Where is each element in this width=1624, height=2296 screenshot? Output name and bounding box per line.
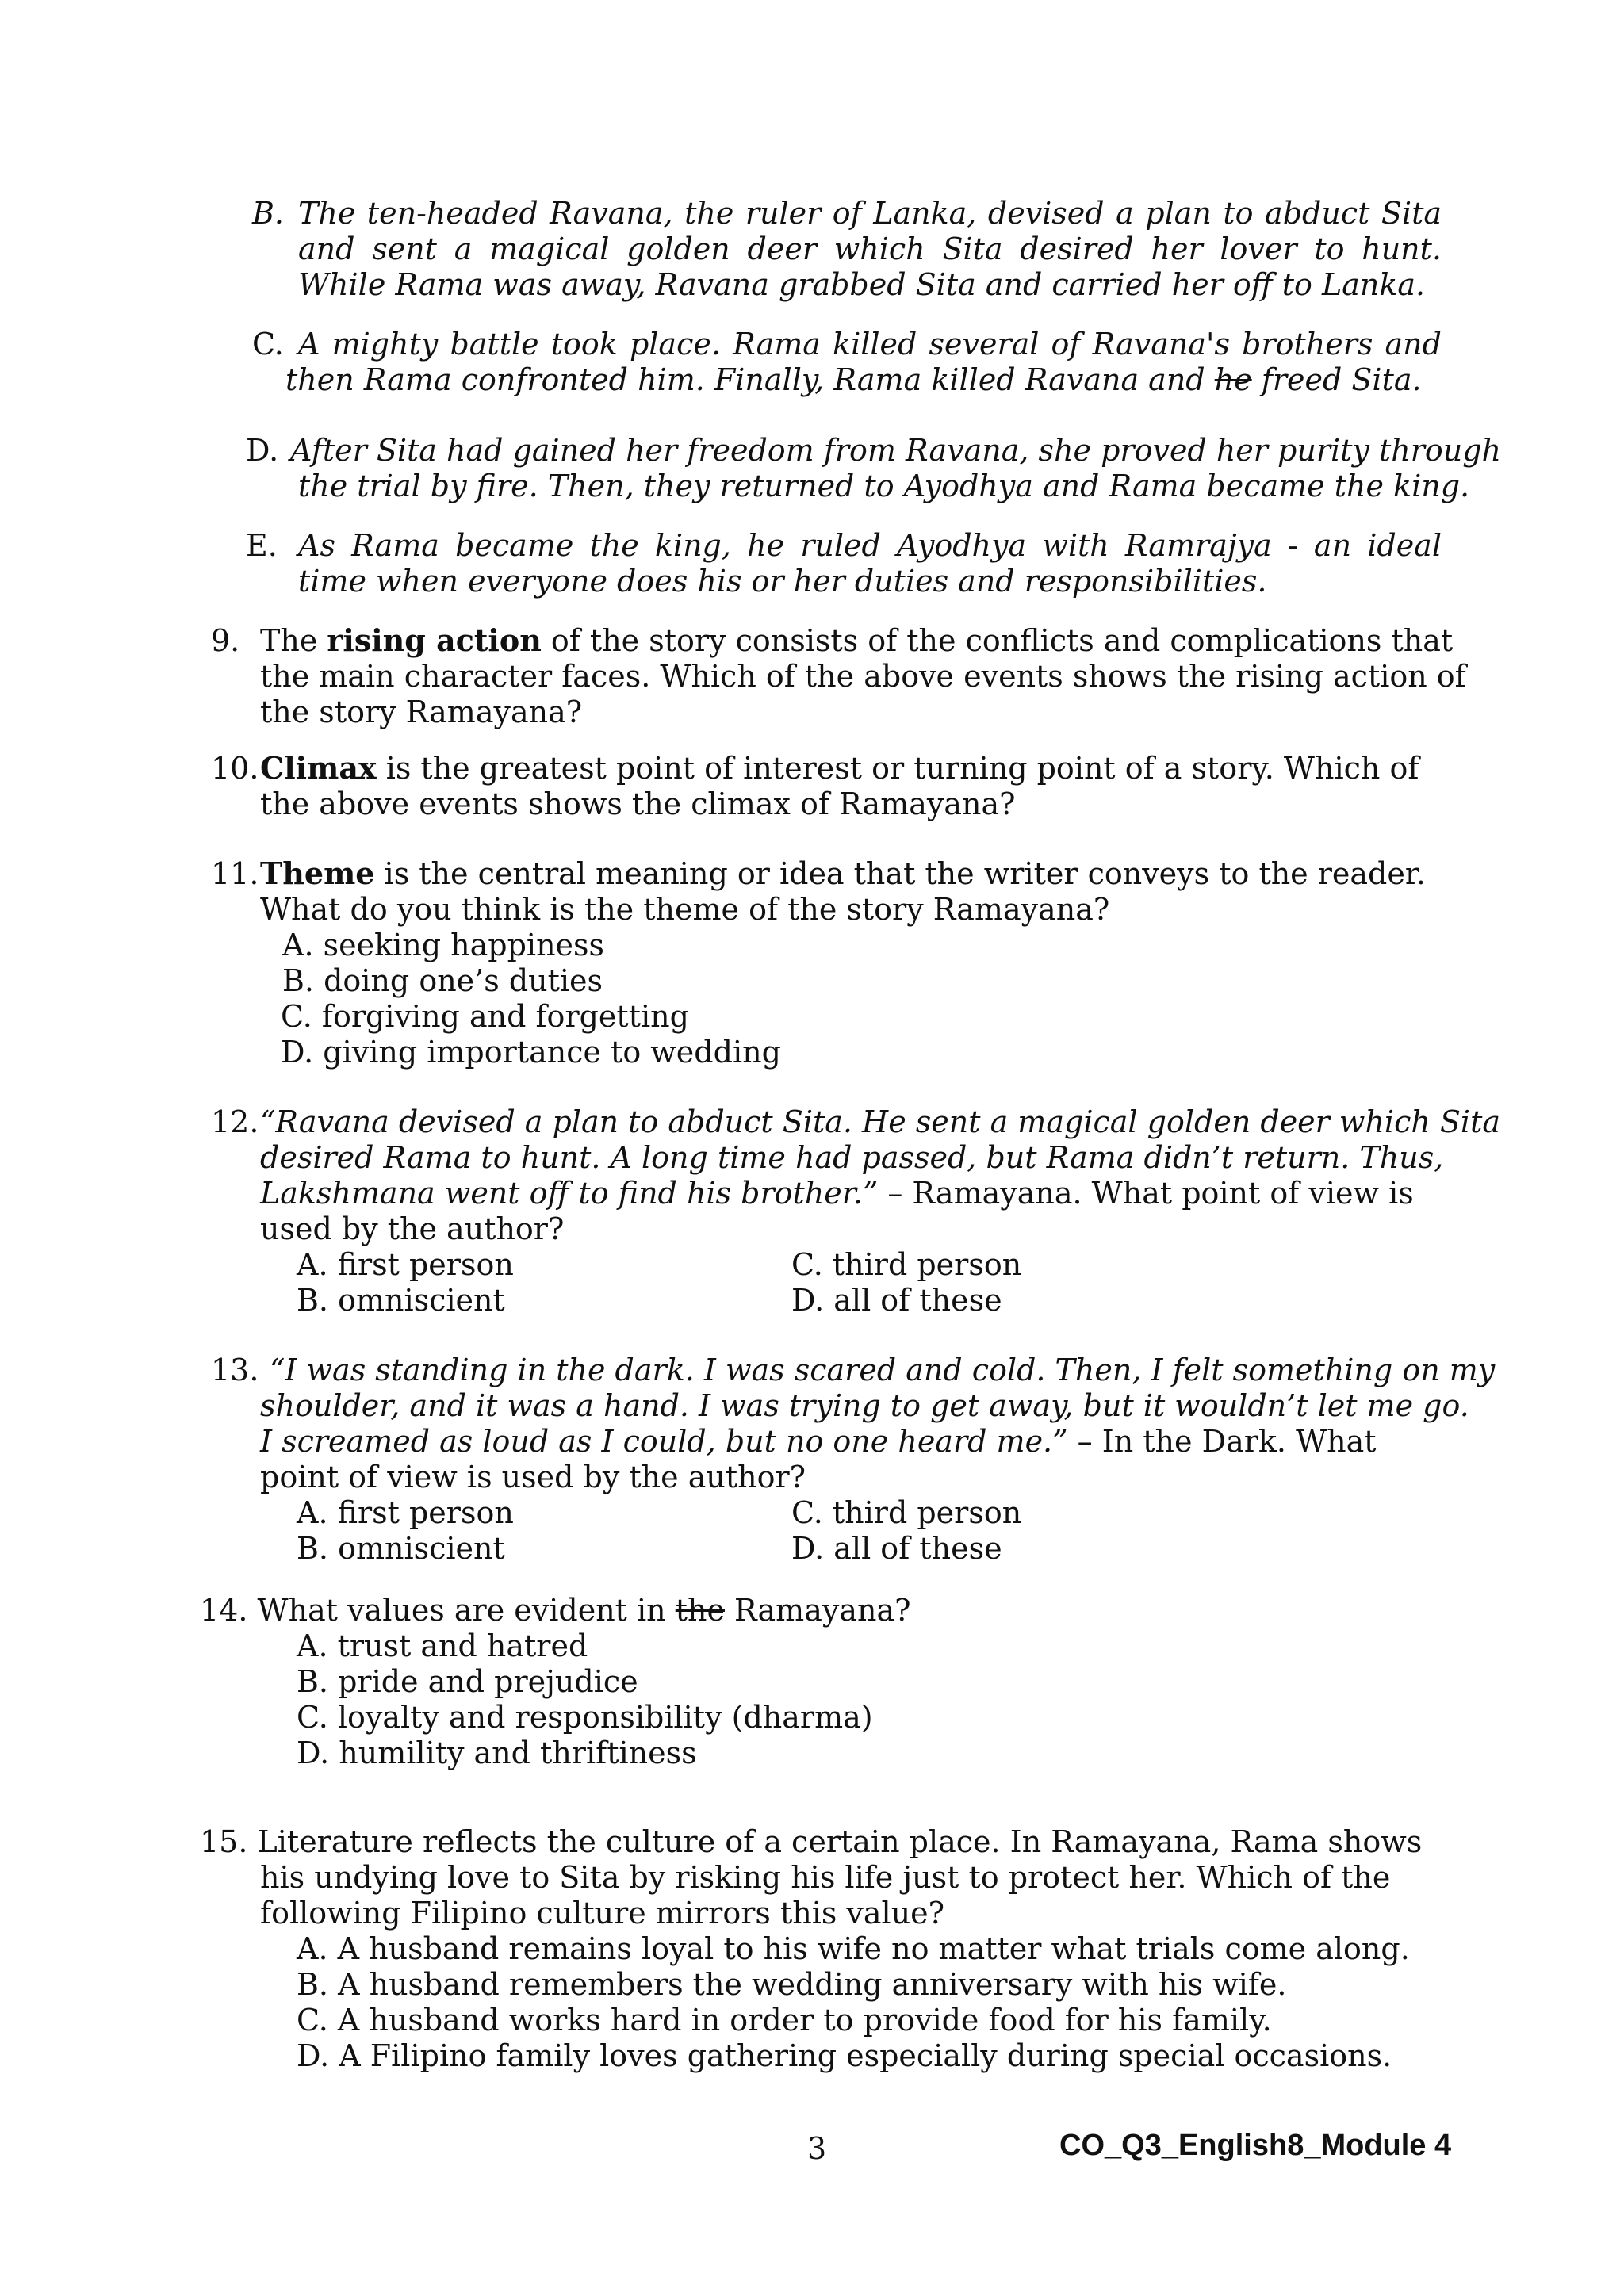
question-number: 15. (200, 1824, 248, 1859)
event-b-marker: B. (252, 196, 285, 231)
option-a: A. seeking happiness (282, 928, 605, 962)
option-d: D. humility and thriftiness (297, 1735, 697, 1770)
term-rising-action: rising action (327, 622, 542, 658)
option-b: B. doing one’s duties (282, 963, 603, 998)
event-b-line-3: While Rama was away, Ravana grabbed Sita and carried her off to Lanka. (298, 267, 1426, 302)
event-c-line-2: then Rama confronted him. Finally, Rama killed Ravana and he freed Sita. (285, 362, 1422, 397)
event-d-line-2: the trial by fire. Then, they returned to Ayodhya and Rama became the king. (298, 469, 1470, 503)
event-c-line-1: A mighty battle took place. Rama killed several of Ravana's brothers and (298, 327, 1442, 362)
option-a: A. first person (297, 1247, 514, 1282)
option-d: D. A Filipino family loves gathering especially during special occasions. (297, 2038, 1392, 2073)
option-a: A. trust and hatred (297, 1628, 588, 1663)
option-c: C. forgiving and forgetting (281, 999, 689, 1034)
event-c-marker: C. (252, 327, 284, 362)
event-e-marker: E. (246, 528, 278, 563)
question-13-line-2: shoulder, and it was a hand. I was trying to get away, but it wouldn’t let me go. (260, 1388, 1469, 1423)
event-e-line-2: time when everyone does his or her duties and responsibilities. (298, 564, 1267, 599)
question-10-line-1: Climax is the greatest point of interest or turning point of a story. Which of (260, 750, 1419, 786)
question-number: 9. (211, 623, 240, 658)
option-a: A. A husband remains loyal to his wife no matter what trials come along. (297, 1931, 1410, 1966)
question-number: 14. (200, 1593, 248, 1628)
question-13-line-4: point of view is used by the author? (260, 1460, 806, 1494)
question-14-line-1: 14. What values are evident in the Ramayana? (200, 1593, 911, 1628)
option-b: B. pride and prejudice (297, 1664, 638, 1699)
option-c: C. A husband works hard in order to provide food for his family. (297, 2003, 1272, 2038)
term-theme: Theme (260, 855, 375, 891)
option-c: C. third person (791, 1495, 1022, 1530)
option-b: B. omniscient (297, 1283, 505, 1318)
question-13-line-1: “I was standing in the dark. I was scared and cold. Then, I felt something on my (270, 1353, 1496, 1387)
event-d-marker: D. (246, 433, 279, 468)
question-12-line-2: desired Rama to hunt. A long time had passed, but Rama didn’t return. Thus, (260, 1140, 1444, 1175)
page-number: 3 (807, 2131, 827, 2166)
option-a: A. first person (297, 1495, 514, 1530)
option-c: C. third person (791, 1247, 1022, 1282)
option-b: B. omniscient (297, 1531, 505, 1566)
option-b: B. A husband remembers the wedding anniversary with his wife. (297, 1967, 1287, 2002)
question-12-line-4: used by the author? (260, 1211, 565, 1246)
option-d: D. all of these (791, 1531, 1002, 1566)
question-12-line-3: Lakshmana went off to find his brother.” – Ramayana. What point of view is (260, 1176, 1414, 1211)
option-c: C. loyalty and responsibility (dharma) (297, 1700, 873, 1735)
event-d-line-1: After Sita had gained her freedom from Ravana, she proved her purity through (290, 433, 1502, 468)
question-9-line-2: the main character faces. Which of the above events shows the rising action of (260, 659, 1466, 694)
option-d: D. giving importance to wedding (281, 1035, 781, 1070)
event-b-line-2: and sent a magical golden deer which Sita desired her lover to hunt. (298, 232, 1442, 266)
question-11-line-2: What do you think is the theme of the story Ramayana? (260, 892, 1110, 927)
question-number: 11. (211, 856, 259, 891)
struck-word: the (675, 1593, 725, 1628)
question-9-line-3: the story Ramayana? (260, 695, 583, 729)
question-12-line-1: “Ravana devised a plan to abduct Sita. He sent a magical golden deer which Sita (260, 1104, 1501, 1139)
question-15-line-2: his undying love to Sita by risking his life just to protect her. Which of the (260, 1860, 1391, 1895)
question-number: 13. (211, 1353, 259, 1387)
option-d: D. all of these (791, 1283, 1002, 1318)
question-11-line-1: Theme is the central meaning or idea that the writer conveys to the reader. (260, 855, 1426, 891)
question-number: 10. (211, 751, 259, 786)
question-13-line-3: I screamed as loud as I could, but no one heard me.” – In the Dark. What (260, 1424, 1377, 1459)
question-9-line-1: The rising action of the story consists of the conflicts and complications that (260, 622, 1454, 658)
event-b-line-1: The ten-headed Ravana, the ruler of Lanka, devised a plan to abduct Sita (298, 196, 1442, 231)
module-code: CO_Q3_English8_Module 4 (1059, 2129, 1452, 2162)
question-number: 12. (211, 1104, 259, 1139)
struck-word: he (1214, 362, 1252, 397)
event-e-line-1: As Rama became the king, he ruled Ayodhya with Ramrajya - an ideal (298, 528, 1442, 563)
term-climax: Climax (260, 750, 377, 786)
question-10-line-2: the above events shows the climax of Ramayana? (260, 786, 1016, 821)
question-15-line-3: following Filipino culture mirrors this value? (260, 1896, 945, 1931)
question-15-line-1: 15. Literature reflects the culture of a certain place. In Ramayana, Rama shows (200, 1824, 1423, 1859)
